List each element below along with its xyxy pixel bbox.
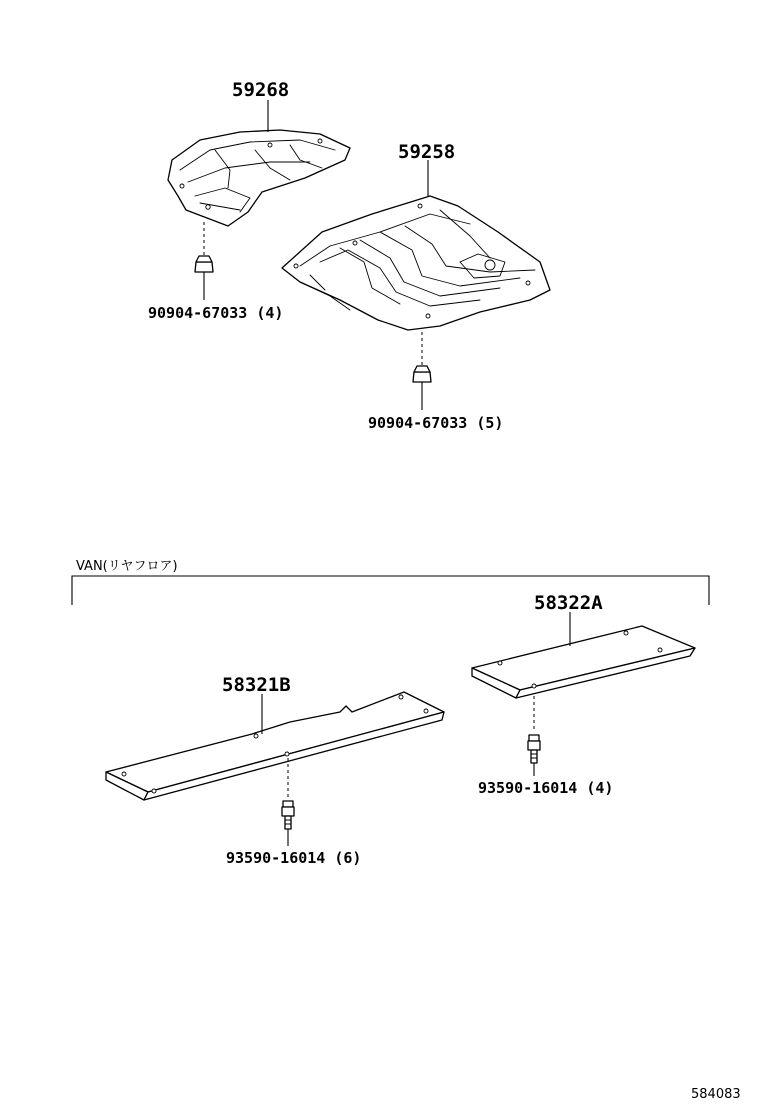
part-label-58322a: 58322A	[534, 592, 603, 614]
part-58321b[interactable]	[106, 692, 444, 800]
group-label: VAN(リヤフロア)	[76, 559, 178, 574]
fastener-label-3: 93590-16014 (6)	[226, 849, 362, 867]
clip-nut-icon	[195, 256, 213, 272]
part-58322a[interactable]	[472, 626, 695, 698]
fastener-label-1: 90904-67033 (4)	[148, 304, 284, 322]
part-label-59258: 59258	[398, 141, 456, 163]
bolt-icon	[528, 735, 540, 763]
diagram-reference: 584083	[691, 1087, 741, 1102]
part-59258[interactable]	[282, 196, 550, 330]
part-59268[interactable]	[168, 130, 350, 226]
group-bracket	[72, 576, 709, 605]
fastener-label-2: 90904-67033 (5)	[368, 414, 504, 432]
part-label-59268: 59268	[232, 79, 290, 101]
fastener-label-4: 93590-16014 (4)	[478, 779, 614, 797]
part-label-58321b: 58321B	[222, 674, 291, 696]
bolt-icon	[282, 801, 294, 829]
clip-nut-icon	[413, 366, 431, 382]
